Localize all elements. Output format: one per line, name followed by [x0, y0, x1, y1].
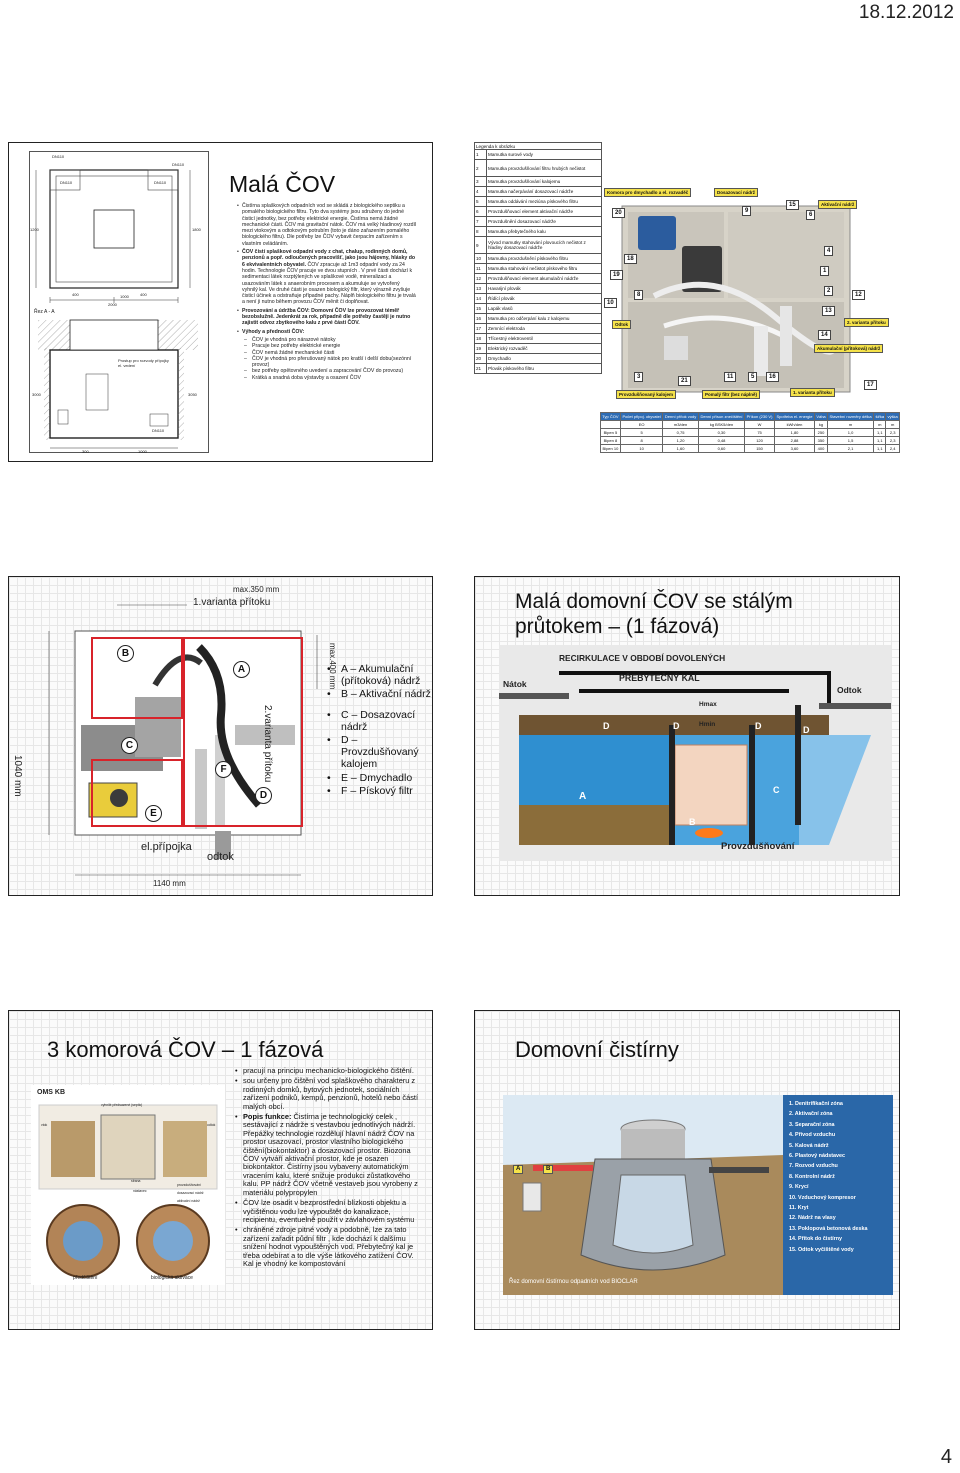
- bioclar-caption: Řez domovní čistírnou odpadních vod BIOCLAR: [509, 1279, 638, 1285]
- spec-cell: 1,1: [874, 429, 886, 437]
- legend-number: 14: [475, 294, 487, 304]
- component-b: • B – Aktivační nádrž: [327, 688, 431, 700]
- legend-number: 3: [475, 177, 487, 187]
- dim-1000-b: 1000: [138, 449, 147, 454]
- legend-text: Zemnící elektroda: [487, 324, 602, 334]
- slide-bipen: [474, 142, 900, 462]
- legend-text: Mamutka oddávání meziúna pískového filtru: [487, 197, 602, 207]
- spec-cell: 1,5: [827, 437, 873, 445]
- spec-unit-cell: EO: [620, 421, 663, 429]
- tag-10: 10: [604, 298, 617, 308]
- s5-bullet-3: [235, 1113, 425, 1197]
- var1-label: 1.varianta přítoku: [193, 597, 271, 608]
- legend-row: [475, 264, 602, 274]
- slide-layout-plan: [8, 576, 433, 896]
- legend-text: Řídící plovák: [487, 294, 602, 304]
- label-odtok: Odtok: [612, 320, 631, 329]
- legend-row: [475, 284, 602, 294]
- pipe-dn: DN110: [152, 428, 165, 433]
- spec-unit-cell: m: [886, 421, 900, 429]
- legend-row: [475, 197, 602, 207]
- label-komora: Komora pro dmychadlo a el. rozvaděč: [604, 188, 691, 197]
- tag-5: 5: [748, 372, 757, 382]
- component-f: • F – Pískový filtr: [327, 785, 431, 797]
- legend-text: Mamutka provzdušňování filtru hrubých nečistot: [487, 160, 602, 177]
- dim-1800: 1800: [192, 227, 201, 232]
- dim-3000: 3000: [32, 392, 41, 397]
- img-label-6: aktivační nádrž: [177, 1199, 200, 1203]
- img-label-8: biologická aktivace: [151, 1275, 193, 1281]
- component-d: • D – Provzdušňovaný kalojem: [327, 734, 431, 771]
- zone-d4: D: [803, 725, 810, 735]
- prebytecny-label: PŘEBYTEČNÝ KAL: [619, 673, 700, 683]
- bullet-3: [237, 308, 417, 327]
- technical-drawing: [29, 151, 209, 453]
- tag-3: 3: [634, 372, 643, 382]
- dim-300: 300: [82, 449, 89, 454]
- oms-kb-image: [31, 1085, 225, 1285]
- var2-label: 2.varianta přítoku: [262, 705, 273, 783]
- spec-cell: 1,80: [774, 429, 814, 437]
- spec-cell: 3,60: [774, 445, 814, 453]
- spec-cell: 1,1: [874, 445, 886, 453]
- section-label: Řez A - A: [34, 309, 55, 315]
- bl-10: 10. Vzduchový kompresor: [789, 1194, 856, 1201]
- tag-14: 14: [818, 330, 831, 340]
- provz-label: Provzdušňování: [721, 841, 795, 852]
- bl-5: 5. Kalová nádrž: [789, 1142, 829, 1149]
- spec-cell: 1,20: [663, 437, 698, 445]
- spec-cell: 5: [620, 429, 663, 437]
- legend-number: 19: [475, 344, 487, 354]
- label-akumulacni: Akumulační (přítoková) nádrž: [814, 344, 883, 353]
- tag-17: 17: [864, 380, 877, 390]
- spec-cell: 120: [745, 437, 775, 445]
- red-frame-bottom: [91, 759, 183, 827]
- spec-cell: 8: [620, 437, 663, 445]
- spec-cell: 2,1: [827, 445, 873, 453]
- tag-12: 12: [852, 290, 865, 300]
- img-label-2: vtok: [41, 1123, 48, 1127]
- legend-row: [475, 187, 602, 197]
- spec-cell: 0,75: [663, 429, 698, 437]
- spec-cell: 10: [620, 445, 663, 453]
- spec-cell: 150: [745, 445, 775, 453]
- legend-row: [475, 237, 602, 254]
- zone-a: A: [579, 791, 587, 802]
- bullet-2-rest: ČOV zpracuje až 1m3 odpadní vody za 24 hodin. Technologie ČOV pracuje ve dvou stupních . V prvé části dochází k sedimentaci látek rozptýlených ve splaškové vodě, mineralizaci a usazováním látek s anaerobním procesem a akumuluje se vytvořený vyhnilý kal. Ve druhé části je osazen biologický filtr, který výrazně zvyšuje čisticí účinek a odstraňuje případné pachy. Náplň biologického filtru je trvalá a není ji nutno během provozu ČOV měnit či doplňovat.: [242, 261, 416, 306]
- legend-text: Vývod mamutky stahování plovoucích nečistot z hladiny dosazovací nádrže: [487, 237, 602, 254]
- spec-cell: Bipen 10: [601, 445, 621, 453]
- photo-plant: [604, 186, 900, 436]
- tag-11: 11: [724, 372, 736, 382]
- bioclar-legend: [789, 1099, 893, 1255]
- spec-header-cell: šířka: [875, 414, 885, 419]
- spec-cell: Bipen 8: [601, 437, 621, 445]
- spec-cell: 2,3: [886, 429, 900, 437]
- s5-popis-bold: Popis funkce:: [243, 1112, 292, 1122]
- marker-d: D: [255, 787, 272, 804]
- odtok-label: odtok: [207, 851, 234, 863]
- dim-right: max.400 mm: [328, 643, 337, 690]
- spec-cell: 75: [745, 429, 775, 437]
- tag-2: 2: [824, 286, 833, 296]
- label-pomaly-filtr: Pomalý filtr (bez náplně): [702, 390, 760, 399]
- bl-8: 8. Kontrolní nádrž: [789, 1173, 835, 1180]
- dim-3050: 3050: [188, 392, 197, 397]
- legend-row: [475, 150, 602, 160]
- spec-cell: 2,88: [774, 437, 814, 445]
- slide-3-komorova: [8, 1010, 433, 1330]
- legend-row: [475, 314, 602, 324]
- legend-number: 17: [475, 324, 487, 334]
- tag-20: 20: [612, 208, 625, 218]
- zone-d3: D: [755, 721, 762, 731]
- flow-diagram: [499, 645, 891, 861]
- marker-a: A: [233, 661, 250, 678]
- spec-cell: 400: [815, 445, 828, 453]
- spec-table: [600, 412, 900, 453]
- slide-domovni-cov: [474, 576, 900, 896]
- spec-header-cell: Stavební rozměry délka: [827, 413, 873, 421]
- bl-7: 7. Rozvod vzduchu: [789, 1163, 838, 1170]
- legend-text: Mamutka pro odčerpání kalu z kalojemu: [487, 314, 602, 324]
- slide-title-4: Malá domovní ČOV se stálým průtokem – (1 fázová): [515, 590, 793, 639]
- spec-unit-cell: kWh/den: [774, 421, 814, 429]
- spec-unit-cell: kg BSK5/den: [698, 421, 744, 429]
- header-date: 18.12.2012: [858, 2, 954, 23]
- legend-row: [475, 207, 602, 217]
- legend-text: Mamutka provzdušnění pískového filtru: [487, 254, 602, 264]
- slide-domovni-cistirny: [474, 1010, 900, 1330]
- legend-caption: Legenda k obrázku: [475, 143, 602, 150]
- dim-1200: 1200: [30, 227, 39, 232]
- legend-number: 4: [475, 187, 487, 197]
- dim-dn110-d: DN110: [154, 180, 167, 185]
- spec-header-cell: Váha: [816, 414, 826, 419]
- bl-12: 12. Nádrž na vlasy: [789, 1215, 836, 1222]
- spec-unit-cell: m: [874, 421, 886, 429]
- advantage-6: – Krátká a snadná doba výstavby a osazení ČOV: [237, 375, 417, 381]
- plan-drawing: [12, 585, 337, 888]
- legend-number: 5: [475, 197, 487, 207]
- legend-row: [475, 354, 602, 364]
- legend-row: [475, 304, 602, 314]
- advantage-3: – ČOV nemá žádné mechanické části: [237, 350, 417, 356]
- spec-cell: Bipen 5: [601, 429, 621, 437]
- dim-400-a: 400: [72, 292, 79, 297]
- legend-text: Provzdušňovací element aktivační nádrže: [487, 207, 602, 217]
- recirk-label: RECIRKULACE V OBDOBÍ DOVOLENÝCH: [559, 653, 726, 663]
- legend-number: 15: [475, 304, 487, 314]
- zone-d2: D: [673, 721, 680, 731]
- tag-1: 1: [820, 266, 829, 276]
- red-frame-left: [91, 637, 183, 719]
- slide-title-5: 3 komorová ČOV – 1 fázová: [47, 1037, 324, 1062]
- spec-cell: 350: [815, 437, 828, 445]
- advantage-1: – ČOV je vhodná pro nárazové nátoky: [237, 337, 417, 343]
- advantage-4: – ČOV je vhodná pro přerušovaný nátok pro kratší i delší dobu(sezónní provoz): [237, 356, 417, 369]
- hmin-label: Hmin: [699, 721, 716, 728]
- legend-row: [475, 227, 602, 237]
- spec-header-cell: Denní přísun znečištění: [698, 413, 744, 421]
- tag-9: 9: [742, 206, 751, 216]
- tag-16: 16: [766, 372, 779, 382]
- dim-bottom: 1140 mm: [153, 879, 186, 888]
- advantage-2: – Pracuje bez potřeby elektrické energie: [237, 343, 417, 349]
- bullet-2: [237, 249, 417, 306]
- spec-row: [601, 445, 900, 453]
- legend-number: 13: [475, 284, 487, 294]
- legend-text: Havarijní plovák: [487, 284, 602, 294]
- label-kalojem: Provzdušňovaný kalojem: [616, 390, 676, 399]
- spec-header-cell: Denní přítok vody: [663, 413, 698, 421]
- legend-text: Mamutka načerpávání dosazovací nádrže: [487, 187, 602, 197]
- legend-table: [474, 142, 602, 374]
- bioclar-image: [503, 1095, 893, 1295]
- legend-row: [475, 294, 602, 304]
- s5-bullet-1: • pracují na principu mechanicko-biologického čištění.: [235, 1067, 425, 1075]
- zone-b: B: [689, 817, 696, 827]
- bioclar-tag-b: B: [543, 1165, 553, 1174]
- label-var1: 1. varianta přítoku: [790, 388, 835, 397]
- legend-row: [475, 344, 602, 354]
- img-label-1: vyhnilé předsazené (septic): [101, 1103, 143, 1107]
- tag-4: 4: [824, 246, 833, 256]
- legend-number: 6: [475, 207, 487, 217]
- bl-3: 3. Separační zóna: [789, 1121, 835, 1128]
- component-c: • C – Dosazovací nádrž: [327, 709, 431, 733]
- bl-1: 1. Denitrifikační zóna: [789, 1101, 843, 1107]
- legend-number: 21: [475, 364, 487, 374]
- spec-header-cell: Počet připoj. obyvatel: [620, 413, 663, 421]
- component-list: [327, 663, 431, 798]
- dim-dn110-a: DN110: [52, 154, 65, 159]
- dim-1000: 1000: [120, 294, 129, 299]
- legend-text: Provzdušňovací element akumulační nádrže: [487, 274, 602, 284]
- legend-number: 1: [475, 150, 487, 160]
- tag-6: 6: [806, 210, 815, 220]
- bioclar-tag-a: A: [513, 1165, 523, 1174]
- bl-2: 2. Aktivační zóna: [789, 1111, 833, 1118]
- legend-text: Mamutka provzdušňování kalojemu: [487, 177, 602, 187]
- spec-cell: 1,0: [827, 429, 873, 437]
- spec-header-cell: výška: [887, 414, 898, 419]
- label-aktivacni: Aktivační nádrž: [818, 200, 857, 209]
- dim-dn110-c: DN110: [60, 180, 73, 185]
- bl-6: 6. Plastový nádstavec: [789, 1153, 846, 1160]
- bullet-4: [237, 329, 417, 335]
- spec-cell: 0,30: [698, 429, 744, 437]
- spec-unit-cell: W: [745, 421, 775, 429]
- page-number: 4: [940, 1446, 952, 1468]
- bullet-1: • Čistírna splaškových odpadních vod se skládá z biologického septiku a pomalého biologického filtru. Tyto dva systémy jsou sdruženy do jedné čisticí jednotky, bez potřeby elektrické energie. Čistírna nemá žádné mechanické části. ČOV má gravitační nátok. ČOV má velký hladinový rozdíl mezi vtokovým a odtokovým potrubím (toto je dáno zařazením pomalého biologického filtru). Dle potřeby lze ČOV vybavit čerpacím zařízením s vlastním ovládáním.: [237, 203, 417, 247]
- bullet-list: [237, 203, 417, 381]
- slide-title: Malá ČOV: [229, 171, 336, 197]
- tag-21: 21: [678, 376, 691, 386]
- legend-text: Plovák pískového filtru: [487, 364, 602, 374]
- spec-cell: 1,60: [663, 445, 698, 453]
- legend-row: [475, 364, 602, 374]
- img-label-10: nástavec: [133, 1189, 147, 1193]
- elpripojka-label: el.přípojka: [141, 841, 192, 853]
- spec-cell: 250: [815, 429, 828, 437]
- pipe-note: Prostup pro rozvody přípojky el. vedení: [118, 358, 169, 368]
- marker-f: F: [215, 761, 232, 778]
- s5-bullet-2: • sou určeny pro čištění vod splaškového charakteru z rodinných domků, bytových jednotek, sociálních zařízení podniků, kempů, penzionů, hotelů nebo částí malých obcí.: [235, 1077, 425, 1111]
- advantage-5: – bez potřeby opětovného uvedení a zapracování ČOV do provozu): [237, 368, 417, 374]
- dim-2000: 2000: [108, 302, 117, 307]
- spec-header-cell: Typ ČOV: [602, 414, 619, 419]
- legend-text: Dmychadlo: [487, 354, 602, 364]
- img-label-9: strana: [131, 1179, 141, 1183]
- slide-title-6: Domovní čistírny: [515, 1037, 679, 1062]
- spec-header-cell: Spotřeba el. energie: [774, 413, 814, 421]
- spec-unit-cell: [601, 421, 621, 429]
- bl-15: 15. Odtok vyčištěné vody: [789, 1246, 854, 1253]
- spec-cell: 2,3: [886, 437, 900, 445]
- legend-number: 8: [475, 227, 487, 237]
- legend-row: [475, 334, 602, 344]
- marker-c: C: [121, 737, 138, 754]
- img-label-7: předčištění: [73, 1275, 98, 1281]
- spec-unit-cell: m: [827, 421, 873, 429]
- s5-bullet-4: • ČOV lze osadit v bezprostřední blízkosti objektu a vyčištěnou vodu lze vypouštět do kanalizace, recipientu, eventuelně použít v závlahovém systému: [235, 1199, 425, 1224]
- legend-number: 12: [475, 274, 487, 284]
- tag-13: 13: [822, 306, 835, 316]
- tag-15: 15: [786, 200, 799, 210]
- legend-row: [475, 254, 602, 264]
- legend-text: Lapák vlasů: [487, 304, 602, 314]
- spec-row: [601, 437, 900, 445]
- legend-row: [475, 177, 602, 187]
- zone-c: C: [773, 785, 780, 795]
- legend-number: 2: [475, 160, 487, 177]
- hmax-label: Hmax: [699, 701, 717, 708]
- img-label-3: odtok: [207, 1123, 216, 1127]
- legend-row: [475, 274, 602, 284]
- label-dosazovaci: Dosazovací nádrž: [714, 188, 758, 197]
- bullet-2-bold: ČOV čistí splaškové odpadní vody z chat, chalup, rodinných domů, penzionů a popř. odloučených pracovišť, jako jsou hájovny, hlásky do 6 ekvivalentních obyvatel.: [242, 249, 416, 268]
- bl-9: 9. Krycí: [789, 1184, 809, 1191]
- zone-d1: D: [603, 721, 610, 731]
- brand-label: OMS KB: [37, 1089, 65, 1096]
- spec-cell: 1,1: [874, 437, 886, 445]
- drawing-svg: [30, 152, 210, 454]
- legend-number: 10: [475, 254, 487, 264]
- legend-text: Provzdušnění dosazovací nádrže: [487, 217, 602, 227]
- legend-text: Mamutka surové vody: [487, 150, 602, 160]
- dim-left: 1040 mm: [12, 755, 23, 797]
- spec-unit-cell: m3/den: [663, 421, 698, 429]
- marker-e: E: [145, 805, 162, 822]
- spec-cell: 0,60: [698, 445, 744, 453]
- legend-number: 11: [475, 264, 487, 274]
- legend-number: 16: [475, 314, 487, 324]
- dim-top: max.350 mm: [233, 585, 280, 594]
- img-label-4: provzdušňování: [177, 1183, 201, 1187]
- bl-14: 14. Přítok do čistírny: [789, 1236, 843, 1243]
- marker-b: B: [117, 645, 134, 662]
- s5-bullet-5: • chráněné zdroje pitné vody a podobně, lze za tato zařízení zařadit půdní filtr , kde dochází k dalšímu snížení hodnot vypouštěných vod. Přebytečný kal je třeba odebírat a to dle výše látkového zatížení ČOV. Kal je vhodný ke kompostování: [235, 1226, 425, 1268]
- spec-cell: 2,4: [886, 445, 900, 453]
- legend-text: Třícestný elektroventil: [487, 334, 602, 344]
- bl-13: 13. Poklopová betonová deska: [789, 1225, 868, 1232]
- legend-text: Mamutka stahování nečistot pískového filtru: [487, 264, 602, 274]
- natok-label: Nátok: [503, 679, 527, 689]
- img-label-5: dosazovací nádrž: [177, 1191, 204, 1195]
- legend-text: Elektrický rozvaděč: [487, 344, 602, 354]
- legend-row: [475, 324, 602, 334]
- legend-text: Mamutka přebytečného kalu: [487, 227, 602, 237]
- spec-unit-cell: kg: [815, 421, 828, 429]
- component-e: • E – Dmychadlo: [327, 772, 431, 784]
- bl-11: 11. Kryt: [789, 1205, 809, 1212]
- legend-number: 20: [475, 354, 487, 364]
- spec-header-cell: Příkon (230 V): [746, 414, 773, 419]
- spec-cell: 0,48: [698, 437, 744, 445]
- legend-row: [475, 160, 602, 177]
- bl-4: 4. Přívod vzduchu: [789, 1132, 836, 1139]
- spec-row: [601, 429, 900, 437]
- legend-number: 18: [475, 334, 487, 344]
- slide5-bullets: [235, 1067, 425, 1270]
- bullet-4-text: Výhody a přednosti ČOV:: [242, 328, 305, 335]
- s5-popis-rest: Čistírna je technologický celek , sestávající z nádrže s vestavbou jednotlivých nádrží. Přepážky technologie rozdělují hlavní nádrž ČOV na prostor usazovací, prostor vlastního biologického čištění(biokontaktor) a dosazovací prostor. Biozona ČOV vytváří aktivační prostor, kde je osazen biokontaktor. Čistírny jsou vybaveny automatickým vracením kalu, které snižuje produkci zůstatkového kalu. PP nádrž ČOV včetně vestaveb jsou vyrobeny z materiálu polypropylen: [243, 1112, 418, 1197]
- odtok-label-4: Odtok: [837, 685, 862, 695]
- legend-number: 7: [475, 217, 487, 227]
- legend-row: [475, 217, 602, 227]
- component-a: • A – Akumulační (přítoková) nádrž: [327, 663, 431, 687]
- tag-8: 8: [634, 290, 643, 300]
- dim-dn110-b: DN110: [172, 162, 185, 167]
- bullet-3-text: Provozování a údržba ČOV: Domovní ČOV lze provozovat téměř bezobslužně. Jedenkrát za rok, případně dle potřeby častěji je nutno zajistit odvoz zbytkového kalu z prvé části ČOV.: [242, 307, 411, 327]
- tag-19: 19: [610, 270, 623, 280]
- label-var2: 2. varianta přítoku: [844, 318, 889, 327]
- legend-number: 9: [475, 237, 487, 254]
- tag-18: 18: [624, 254, 637, 264]
- slide-mala-cov: [8, 142, 433, 462]
- dim-400-b: 400: [140, 292, 147, 297]
